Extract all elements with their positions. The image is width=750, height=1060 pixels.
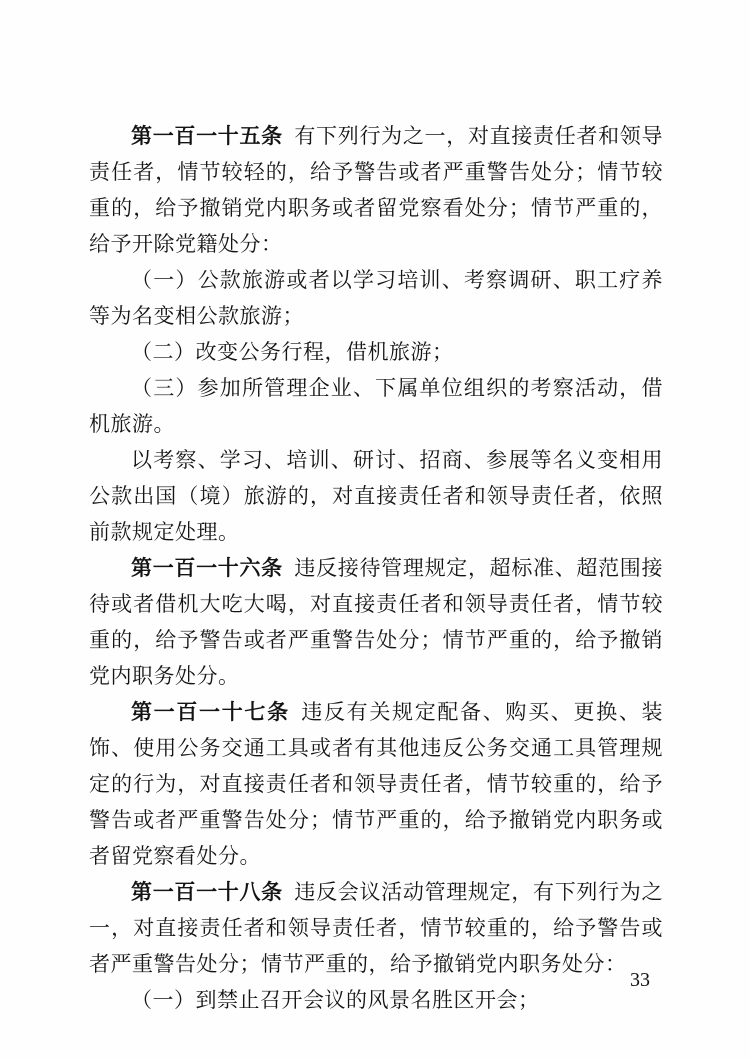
paragraph-text: （三）参加所管理企业、下属单位组织的考察活动，借机旅游。 — [89, 376, 663, 436]
article-number: 第一百一十五条 — [131, 124, 283, 148]
paragraph-item-1 — [89, 262, 663, 334]
paragraph-item-118-1 — [89, 982, 663, 1018]
paragraph-text: 以考察、学习、培训、研讨、招商、参展等名义变相用公款出国（境）旅游的，对直接责任者和领导责任者，依照前款规定处理。 — [89, 448, 663, 544]
paragraph-text: （一）到禁止召开会议的风景名胜区开会； — [131, 988, 540, 1012]
paragraph-text: 有下列行为之一，对直接责任者和领导责任者，情节较轻的，给予警告或者严重警告处分；情节较重的，给予撤销党内职务或者留党察看处分；情节严重的，给予开除党籍处分： — [89, 124, 664, 256]
paragraph-text: 违反会议活动管理规定，有下列行为之一，对直接责任者和领导责任者，情节较重的，给予警告或者严重警告处分；情节严重的，给予撤销党内职务处分： — [89, 880, 664, 976]
article-number: 第一百一十七条 — [131, 700, 290, 724]
paragraph-article-118 — [89, 874, 663, 982]
article-number: 第一百一十八条 — [131, 880, 283, 904]
paragraph-article-117 — [89, 694, 663, 874]
paragraph-closing-115 — [89, 442, 663, 550]
paragraph-text: 违反接待管理规定，超标准、超范围接待或者借机大吃大喝，对直接责任者和领导责任者，情节较重的，给予警告或者严重警告处分；情节严重的，给予撤销党内职务处分。 — [89, 556, 664, 688]
paragraph-text: 违反有关规定配备、购买、更换、装饰、使用公务交通工具或者有其他违反公务交通工具管理规定的行为，对直接责任者和领导责任者，情节较重的，给予警告或者严重警告处分；情节严重的，给予撤销党内职务或者留党察看处分。 — [89, 700, 664, 868]
paragraph-text: （二）改变公务行程，借机旅游； — [131, 340, 454, 364]
paragraph-article-115 — [89, 118, 663, 262]
paragraph-item-2 — [89, 334, 663, 370]
paragraph-article-116 — [89, 550, 663, 694]
document-body — [89, 118, 663, 1018]
paragraph-item-3 — [89, 370, 663, 442]
article-number: 第一百一十六条 — [131, 556, 283, 580]
paragraph-text: （一）公款旅游或者以学习培训、考察调研、职工疗养等为名变相公款旅游； — [89, 268, 663, 328]
page-number: 33 — [630, 969, 650, 991]
